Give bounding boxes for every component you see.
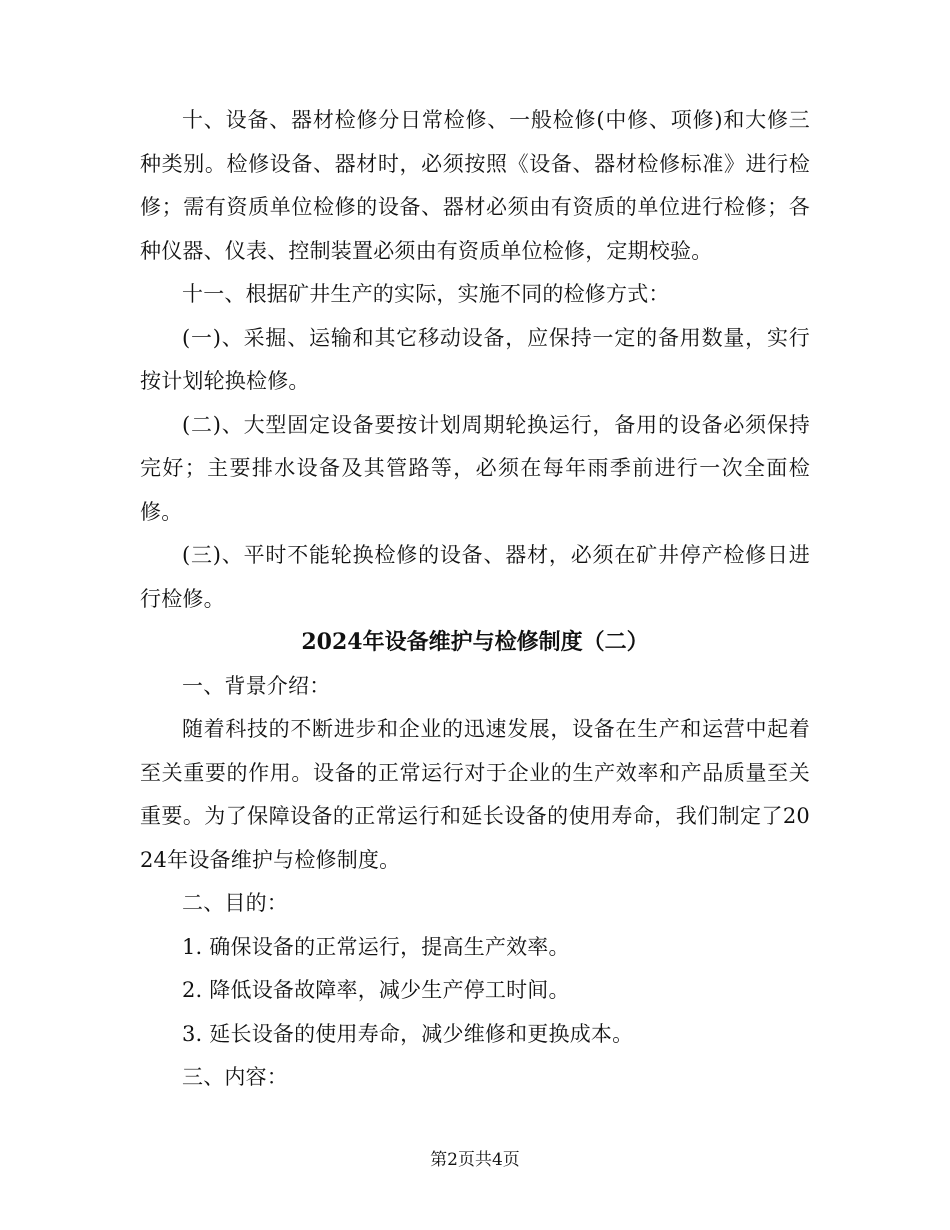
paragraph-subitem-1: (一)、采掘、运输和其它移动设备，应保持一定的备用数量，实行按计划轮换检修。 [140, 325, 810, 393]
paragraph-item-11: 十一、根据矿井生产的实际，实施不同的检修方式： [182, 282, 670, 306]
paragraph-subitem-3: (三)、平时不能轮换检修的设备、器材，必须在矿井停产检修日进行检修。 [140, 543, 810, 611]
list-item-purpose-3: 3. 延长设备的使用寿命，减少维修和更换成本。 [182, 1021, 634, 1046]
list-item-purpose-2: 2. 降低设备故障率，减少生产停工时间。 [182, 978, 570, 1002]
document-body [140, 99, 810, 1100]
paragraph-subitem-2: (二)、大型固定设备要按计划周期轮换运行，备用的设备必须保持完好；主要排水设备及其管路等，必须在每年雨季前进行一次全面检修。 [140, 412, 810, 524]
heading-background: 一、背景介绍： [182, 673, 331, 698]
heading-purpose: 二、目的： [182, 891, 288, 915]
paragraph-item-10: 十、设备、器材检修分日常检修、一般检修(中修、项修)和大修三种类别。检修设备、器材时，必须按照《设备、器材检修标准》进行检修；需有资质单位检修的设备、器材必须由有资质的单位进行检修；各种仪器、仪表、控制装置必须由有资质单位检修，定期校验。 [140, 108, 810, 263]
list-item-purpose-1: 1. 确保设备的正常运行，提高生产效率。 [182, 934, 570, 959]
paragraph-background: 随着科技的不断进步和企业的迅速发展，设备在生产和运营中起着至关重要的作用。设备的正常运行对于企业的生产效率和产品质量至关重要。为了保障设备的正常运行和延长设备的使用寿命，我们制定了2024年设备维护与检修制度。 [140, 717, 810, 872]
section-title: 2024年设备维护与检修制度（二） [301, 629, 649, 655]
page-number-footer: 第2页共4页 [430, 1150, 520, 1170]
heading-content: 三、内容： [182, 1065, 288, 1089]
